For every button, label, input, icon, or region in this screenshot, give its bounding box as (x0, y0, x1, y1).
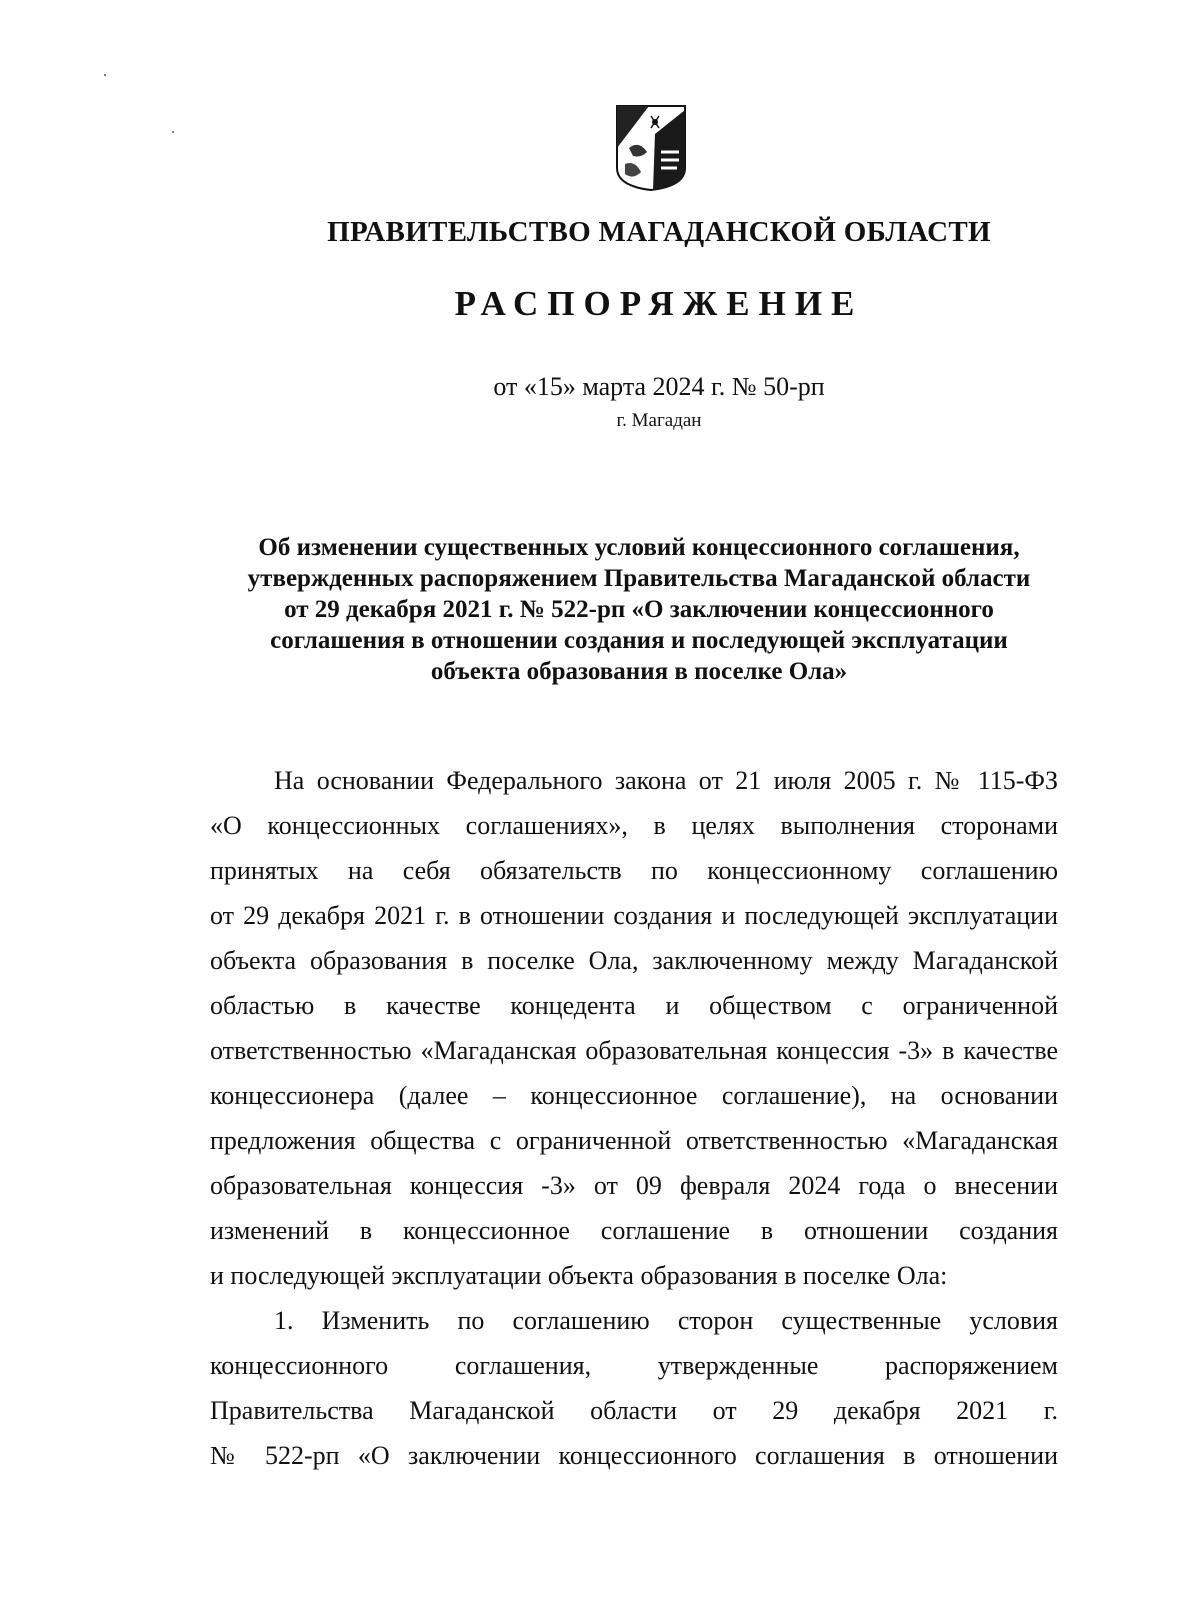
body-line: На основании Федерального закона от 21 июля 2005 г. № 115-ФЗ (274, 766, 1058, 795)
document-subject (210, 532, 1068, 687)
scan-speck (172, 131, 174, 133)
body-line: принятых на себя обязательств по концессионному соглашению (210, 856, 1058, 885)
subject-line: соглашения в отношении создания и последующей эксплуатации (270, 627, 1008, 654)
body-line: предложения общества с ограниченной ответственностью «Магаданская (210, 1126, 1058, 1155)
body-line: изменений в концессионное соглашение в отношении создания (210, 1216, 1058, 1245)
subject-line: объекта образования в поселке Ола» (430, 658, 848, 685)
subject-line: утвержденных распоряжением Правительства Магаданской области (247, 565, 1031, 592)
body-line: и последующей эксплуатации объекта образования в поселке Ола: (210, 1261, 948, 1290)
organization-title: ПРАВИТЕЛЬСТВО МАГАДАНСКОЙ ОБЛАСТИ (327, 216, 991, 248)
coat-of-arms-emblem (615, 104, 687, 192)
body-line: «О концессионных соглашениях», в целях выполнения сторонами (210, 811, 1058, 840)
document-body (210, 758, 1058, 1478)
scan-speck (104, 74, 106, 76)
body-line: № 522-рп «О заключении концессионного соглашения в отношении (210, 1441, 1058, 1470)
body-line: областью в качестве концедента и обществом с ограниченной (210, 991, 1058, 1020)
subject-line: Об изменении существенных условий концессионного соглашения, (258, 534, 1020, 561)
body-line: объекта образования в поселке Ола, заключенному между Магаданской (210, 946, 1058, 975)
document-type-heading: РАСПОРЯЖЕНИЕ (454, 284, 864, 323)
body-line: Правительства Магаданской области от 29 декабря 2021 г. (210, 1396, 1058, 1425)
body-line: образовательная концессия -3» от 09 февраля 2024 года о внесении (210, 1171, 1058, 1200)
body-line: от 29 декабря 2021 г. в отношении создания и последующей эксплуатации (210, 901, 1058, 930)
body-line: концессионного соглашения, утвержденные распоряжением (210, 1351, 1058, 1380)
body-line: концессионера (далее – концессионное соглашение), на основании (210, 1081, 1058, 1110)
body-line: ответственностью «Магаданская образовательная концессия -3» в качестве (210, 1036, 1058, 1065)
subject-line: от 29 декабря 2021 г. № 522-рп «О заключении концессионного (284, 596, 994, 623)
body-line: 1. Изменить по соглашению сторон существенные условия (274, 1306, 1058, 1335)
document-date-number: от «15» марта 2024 г. № 50-рп (493, 372, 825, 401)
document-place: г. Магадан (616, 410, 702, 431)
